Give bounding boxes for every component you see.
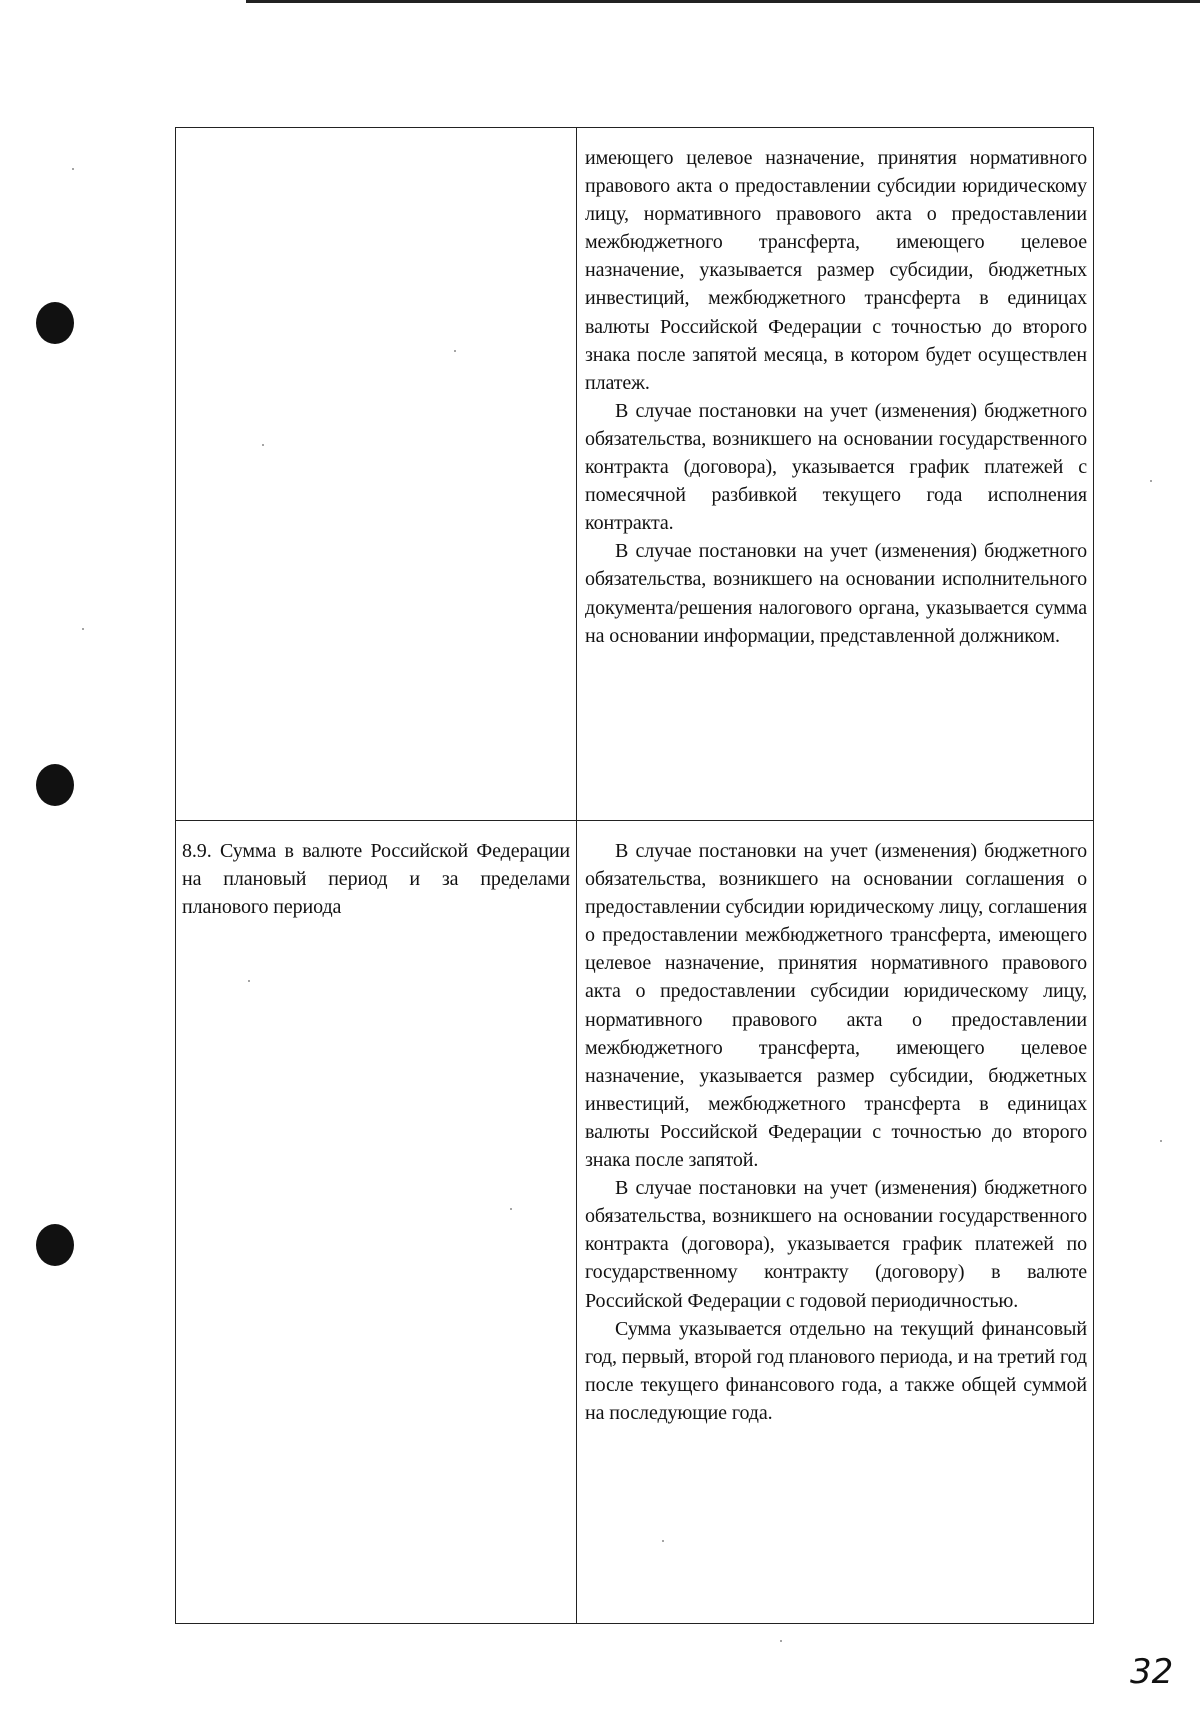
row2-left-text: 8.9. Сумма в валюте Российской Федерации на плановый период и за пределами планового периода xyxy=(182,840,570,919)
scan-speck xyxy=(454,350,456,352)
row1-paragraph-2: В случае постановки на учет (изменения) бюджетного обязательства, возникшего на основании государственного контракта (договора), указывается график платежей с помесячной разбивкой текущего года исполнения контракта. xyxy=(585,399,1087,535)
row2-left-cell xyxy=(176,821,577,1624)
scan-speck xyxy=(262,444,264,446)
top-rule xyxy=(246,0,1200,3)
punch-hole-1 xyxy=(36,302,74,344)
row1-left-cell xyxy=(176,128,577,821)
punch-hole-2 xyxy=(36,764,74,806)
row2-paragraph-3: Сумма указывается отдельно на текущий финансовый год, первый, второй год планового периода, и на третий год после текущего финансового года, а также общей суммой на последующие года. xyxy=(585,1317,1087,1424)
row1-paragraph-1: имеющего целевое назначение, принятия нормативного правового акта о предоставлении субсидии юридическому лицу, нормативного правового акта о предоставлении межбюджетного трансферта, имеющего целевое назначение, указывается размер субсидии, бюджетных инвестиций, межбюджетного трансферта в единицах валюты Российской Федерации с точностью до второго знака после запятой месяца, в котором будет осуществлен платеж. xyxy=(585,147,1087,394)
page-number: 32 xyxy=(1130,1652,1174,1692)
scan-speck xyxy=(510,1208,512,1210)
row2-right-cell xyxy=(577,821,1094,1624)
punch-hole-3 xyxy=(36,1224,74,1266)
scan-speck xyxy=(662,1540,664,1542)
scan-speck xyxy=(1150,480,1152,482)
row1-paragraph-3: В случае постановки на учет (изменения) бюджетного обязательства, возникшего на основании исполнительного документа/решения налогового органа, указывается сумма на основании информации, представленной должником. xyxy=(585,540,1087,647)
table-row xyxy=(176,821,1094,1624)
scan-speck xyxy=(248,980,250,982)
scan-speck xyxy=(780,1640,782,1642)
table-row xyxy=(176,128,1094,821)
scan-speck xyxy=(1160,1140,1162,1142)
scan-speck xyxy=(82,628,84,630)
scan-speck xyxy=(72,168,74,170)
row2-paragraph-2: В случае постановки на учет (изменения) бюджетного обязательства, возникшего на основании государственного контракта (договора), указывается график платежей по государственному контракту (договору) в валюте Российской Федерации с годовой периодичностью. xyxy=(585,1177,1087,1312)
document-table xyxy=(175,127,1094,1624)
row2-paragraph-1: В случае постановки на учет (изменения) бюджетного обязательства, возникшего на основании соглашения о предоставлении субсидии юридическому лицу, соглашения о предоставлении межбюджетного трансферта, имеющего целевое назначение, принятия нормативного правового акта о предоставлении субсидии юридическому лицу, нормативного правового акта о предоставлении межбюджетного трансферта, имеющего целевое назначение, указывается размер субсидии, бюджетных инвестиций, межбюджетного трансферта в единицах валюты Российской Федерации с точностью до второго знака после запятой. xyxy=(585,840,1087,1172)
row1-right-cell xyxy=(577,128,1094,821)
